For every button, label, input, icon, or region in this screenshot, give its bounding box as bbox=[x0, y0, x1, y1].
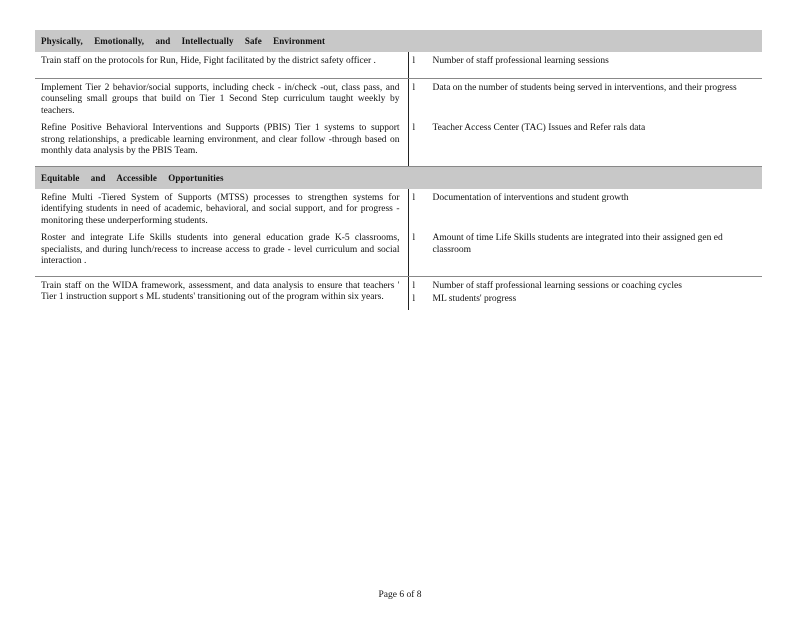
page-number: Page 6 of 8 bbox=[378, 590, 422, 600]
action-cell: Refine Multi -Tiered System of Supports (MTSS) processes to strengthen systems for identifying students in need of academic, behavioral, and social support, and for progress -monitoring these underperforming students. bbox=[35, 189, 408, 230]
table-row bbox=[35, 189, 762, 230]
table-row bbox=[35, 78, 762, 119]
measure-item: l ML students' progress bbox=[412, 294, 517, 304]
document-page bbox=[35, 30, 762, 310]
action-cell: Train staff on the WIDA framework, assessment, and data analysis to ensure that teachers ' Tier 1 instruction support s ML students' transitioning out of the program within six years. bbox=[35, 276, 408, 310]
action-cell: Roster and integrate Life Skills students into general education grade K-5 classrooms, specialists, and during lunch/recess to increase access to grade - level curriculum and social interaction . bbox=[35, 229, 408, 276]
measure-cell bbox=[408, 78, 762, 119]
table-row bbox=[35, 52, 762, 78]
measure-cell bbox=[408, 229, 762, 276]
section-header-text: Physically, Emotionally, and Intellectually Safe Environment bbox=[35, 30, 762, 52]
measure-item: l Number of staff professional learning sessions or coaching cycles bbox=[412, 280, 682, 291]
measure-item: l Amount of time Life Skills students are integrated into their assigned gen ed classroom bbox=[412, 233, 723, 255]
measure-cell bbox=[408, 276, 762, 310]
action-cell: Train staff on the protocols for Run, Hide, Fight facilitated by the district safety officer . bbox=[35, 52, 408, 78]
improvement-plan-table bbox=[35, 30, 762, 310]
action-cell: Refine Positive Behavioral Interventions and Supports (PBIS) Tier 1 systems to support strong relationships, a predicable learning environment, and clear follow -through based on monthly data analysis by the PBIS Team. bbox=[35, 119, 408, 166]
section-header-safe-environment bbox=[35, 30, 762, 52]
bullet-icon: l bbox=[412, 56, 416, 66]
section-header-equitable-opportunities bbox=[35, 166, 762, 189]
measure-cell bbox=[408, 119, 762, 166]
table-row bbox=[35, 276, 762, 310]
table-row bbox=[35, 229, 762, 276]
bullet-icon: l bbox=[412, 123, 416, 133]
bullet-icon: l bbox=[412, 280, 416, 291]
bullet-icon: l bbox=[412, 233, 416, 243]
measure-cell bbox=[408, 189, 762, 230]
measure-cell bbox=[408, 52, 762, 78]
measure-item: l Data on the number of students being served in interventions, and their progress bbox=[412, 82, 737, 93]
measure-item: l Teacher Access Center (TAC) Issues and Refer rals data bbox=[412, 123, 646, 133]
bullet-icon: l bbox=[412, 294, 416, 304]
bullet-icon: l bbox=[412, 192, 416, 203]
table-row bbox=[35, 119, 762, 166]
action-cell: Implement Tier 2 behavior/social supports, including check - in/check -out, class pass, and counseling small groups that build on Tier 1 Second Step curriculum taught weekly by teachers. bbox=[35, 78, 408, 119]
measure-item: l Number of staff professional learning sessions bbox=[412, 56, 609, 66]
section-header-text: Equitable and Accessible Opportunities bbox=[35, 166, 762, 189]
bullet-icon: l bbox=[412, 82, 416, 93]
measure-item: l Documentation of interventions and student growth bbox=[412, 192, 629, 203]
